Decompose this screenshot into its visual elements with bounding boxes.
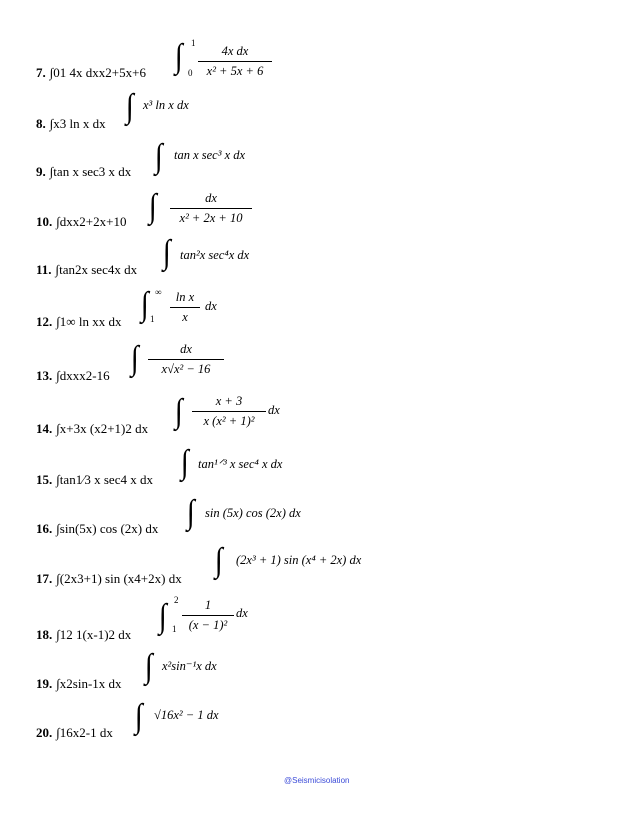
differential: dx <box>268 403 280 417</box>
problem-9 <box>36 163 131 181</box>
problem-text: ∫(2x3+1) sin (x4+2x) dx <box>56 571 182 586</box>
integral-sign: ∫ <box>180 444 189 481</box>
integral-sign: ∫ <box>148 188 157 225</box>
upper-limit: 2 <box>174 595 179 605</box>
problem-text: ∫01 4x dxx2+5x+6 <box>49 65 146 80</box>
denominator: x² + 2x + 10 <box>179 211 243 225</box>
problem-16 <box>36 520 158 538</box>
numerator: dx <box>205 191 217 205</box>
problem-number: 10. <box>36 214 53 229</box>
problem-text: ∫1∞ ln xx dx <box>56 314 122 329</box>
problem-19 <box>36 675 122 693</box>
denominator: x <box>182 310 188 324</box>
problem-number: 19. <box>36 676 53 691</box>
lower-limit: 1 <box>150 314 155 324</box>
problem-text: ∫dxx2+2x+10 <box>56 214 127 229</box>
problem-number: 12. <box>36 314 53 329</box>
problem-18 <box>36 626 131 644</box>
upper-limit: ∞ <box>155 287 162 297</box>
numerator: ln x <box>175 290 195 304</box>
problem-17 <box>36 570 182 588</box>
problem-number: 15. <box>36 472 53 487</box>
problem-text: ∫tan2x sec4x dx <box>55 262 138 277</box>
problem-text: ∫12 1(x-1)2 dx <box>56 627 132 642</box>
integrand: tan x sec³ x dx <box>174 148 246 162</box>
differential: dx <box>205 299 217 313</box>
integrand: x²sin⁻¹x dx <box>162 659 217 673</box>
problem-number: 17. <box>36 571 53 586</box>
problem-number: 11. <box>36 262 52 277</box>
integrand: x³ ln x dx <box>143 98 189 112</box>
problem-number: 13. <box>36 368 53 383</box>
problem-number: 18. <box>36 627 53 642</box>
denominator: x (x² + 1)² <box>203 414 255 428</box>
denominator: x² + 5x + 6 <box>206 64 264 78</box>
integrand: √16x² − 1 dx <box>154 708 219 722</box>
problem-text: ∫tan x sec3 x dx <box>49 164 132 179</box>
problem-7 <box>36 64 146 82</box>
problem-number: 7. <box>36 65 46 80</box>
problem-number: 14. <box>36 421 53 436</box>
integral-sign: ∫ <box>158 598 167 635</box>
problem-13 <box>36 367 110 385</box>
integral-sign: ∫ <box>214 542 223 579</box>
problem-number: 9. <box>36 164 46 179</box>
integral-sign: ∫ <box>130 340 139 377</box>
numerator: 4x dx <box>221 44 249 58</box>
problem-11 <box>36 261 137 279</box>
integral-sign: ∫ <box>134 698 143 735</box>
denominator: (x − 1)² <box>188 618 228 632</box>
problem-number: 8. <box>36 116 46 131</box>
watermark: @Seismicisolation <box>284 776 350 785</box>
problem-10 <box>36 213 126 231</box>
problem-number: 20. <box>36 725 53 740</box>
differential: dx <box>236 606 248 620</box>
problem-text: ∫tan1⁄3 x sec4 x dx <box>56 472 153 487</box>
problem-15 <box>36 471 153 489</box>
denominator: x√x² − 16 <box>161 362 211 376</box>
upper-limit: 1 <box>191 38 196 48</box>
numerator: x + 3 <box>215 394 243 408</box>
lower-limit: 1 <box>172 624 177 634</box>
fraction <box>182 598 234 633</box>
integral-sign: ∫ <box>140 286 149 323</box>
fraction <box>198 44 272 79</box>
integrand: (2x³ + 1) sin (x⁴ + 2x) dx <box>236 553 362 567</box>
problem-12 <box>36 313 121 331</box>
problem-text: ∫sin(5x) cos (2x) dx <box>56 521 159 536</box>
integral-sign: ∫ <box>162 234 171 271</box>
integral-sign: ∫ <box>125 88 134 125</box>
problem-text: ∫x3 ln x dx <box>49 116 106 131</box>
numerator: 1 <box>204 598 212 612</box>
fraction <box>170 191 252 226</box>
integral-sign: ∫ <box>174 38 183 75</box>
fraction <box>148 342 224 377</box>
problem-text: ∫16x2-1 dx <box>56 725 113 740</box>
integral-sign: ∫ <box>154 138 163 175</box>
integral-sign: ∫ <box>144 648 153 685</box>
problem-text: ∫x2sin-1x dx <box>56 676 122 691</box>
problem-number: 16. <box>36 521 53 536</box>
integral-sign: ∫ <box>174 393 183 430</box>
problem-8 <box>36 115 106 133</box>
integral-sign: ∫ <box>186 494 195 531</box>
integrand: tan²x sec⁴x dx <box>180 248 250 262</box>
problem-text: ∫x+3x (x2+1)2 dx <box>56 421 149 436</box>
lower-limit: 0 <box>188 68 193 78</box>
numerator: dx <box>180 342 192 356</box>
integrand: sin (5x) cos (2x) dx <box>205 506 301 520</box>
fraction <box>192 394 266 429</box>
fraction <box>170 290 200 325</box>
problem-14 <box>36 420 148 438</box>
problem-text: ∫dxxx2-16 <box>56 368 110 383</box>
integrand: tan¹ᐟ³ x sec⁴ x dx <box>198 457 283 471</box>
problem-20 <box>36 724 113 742</box>
